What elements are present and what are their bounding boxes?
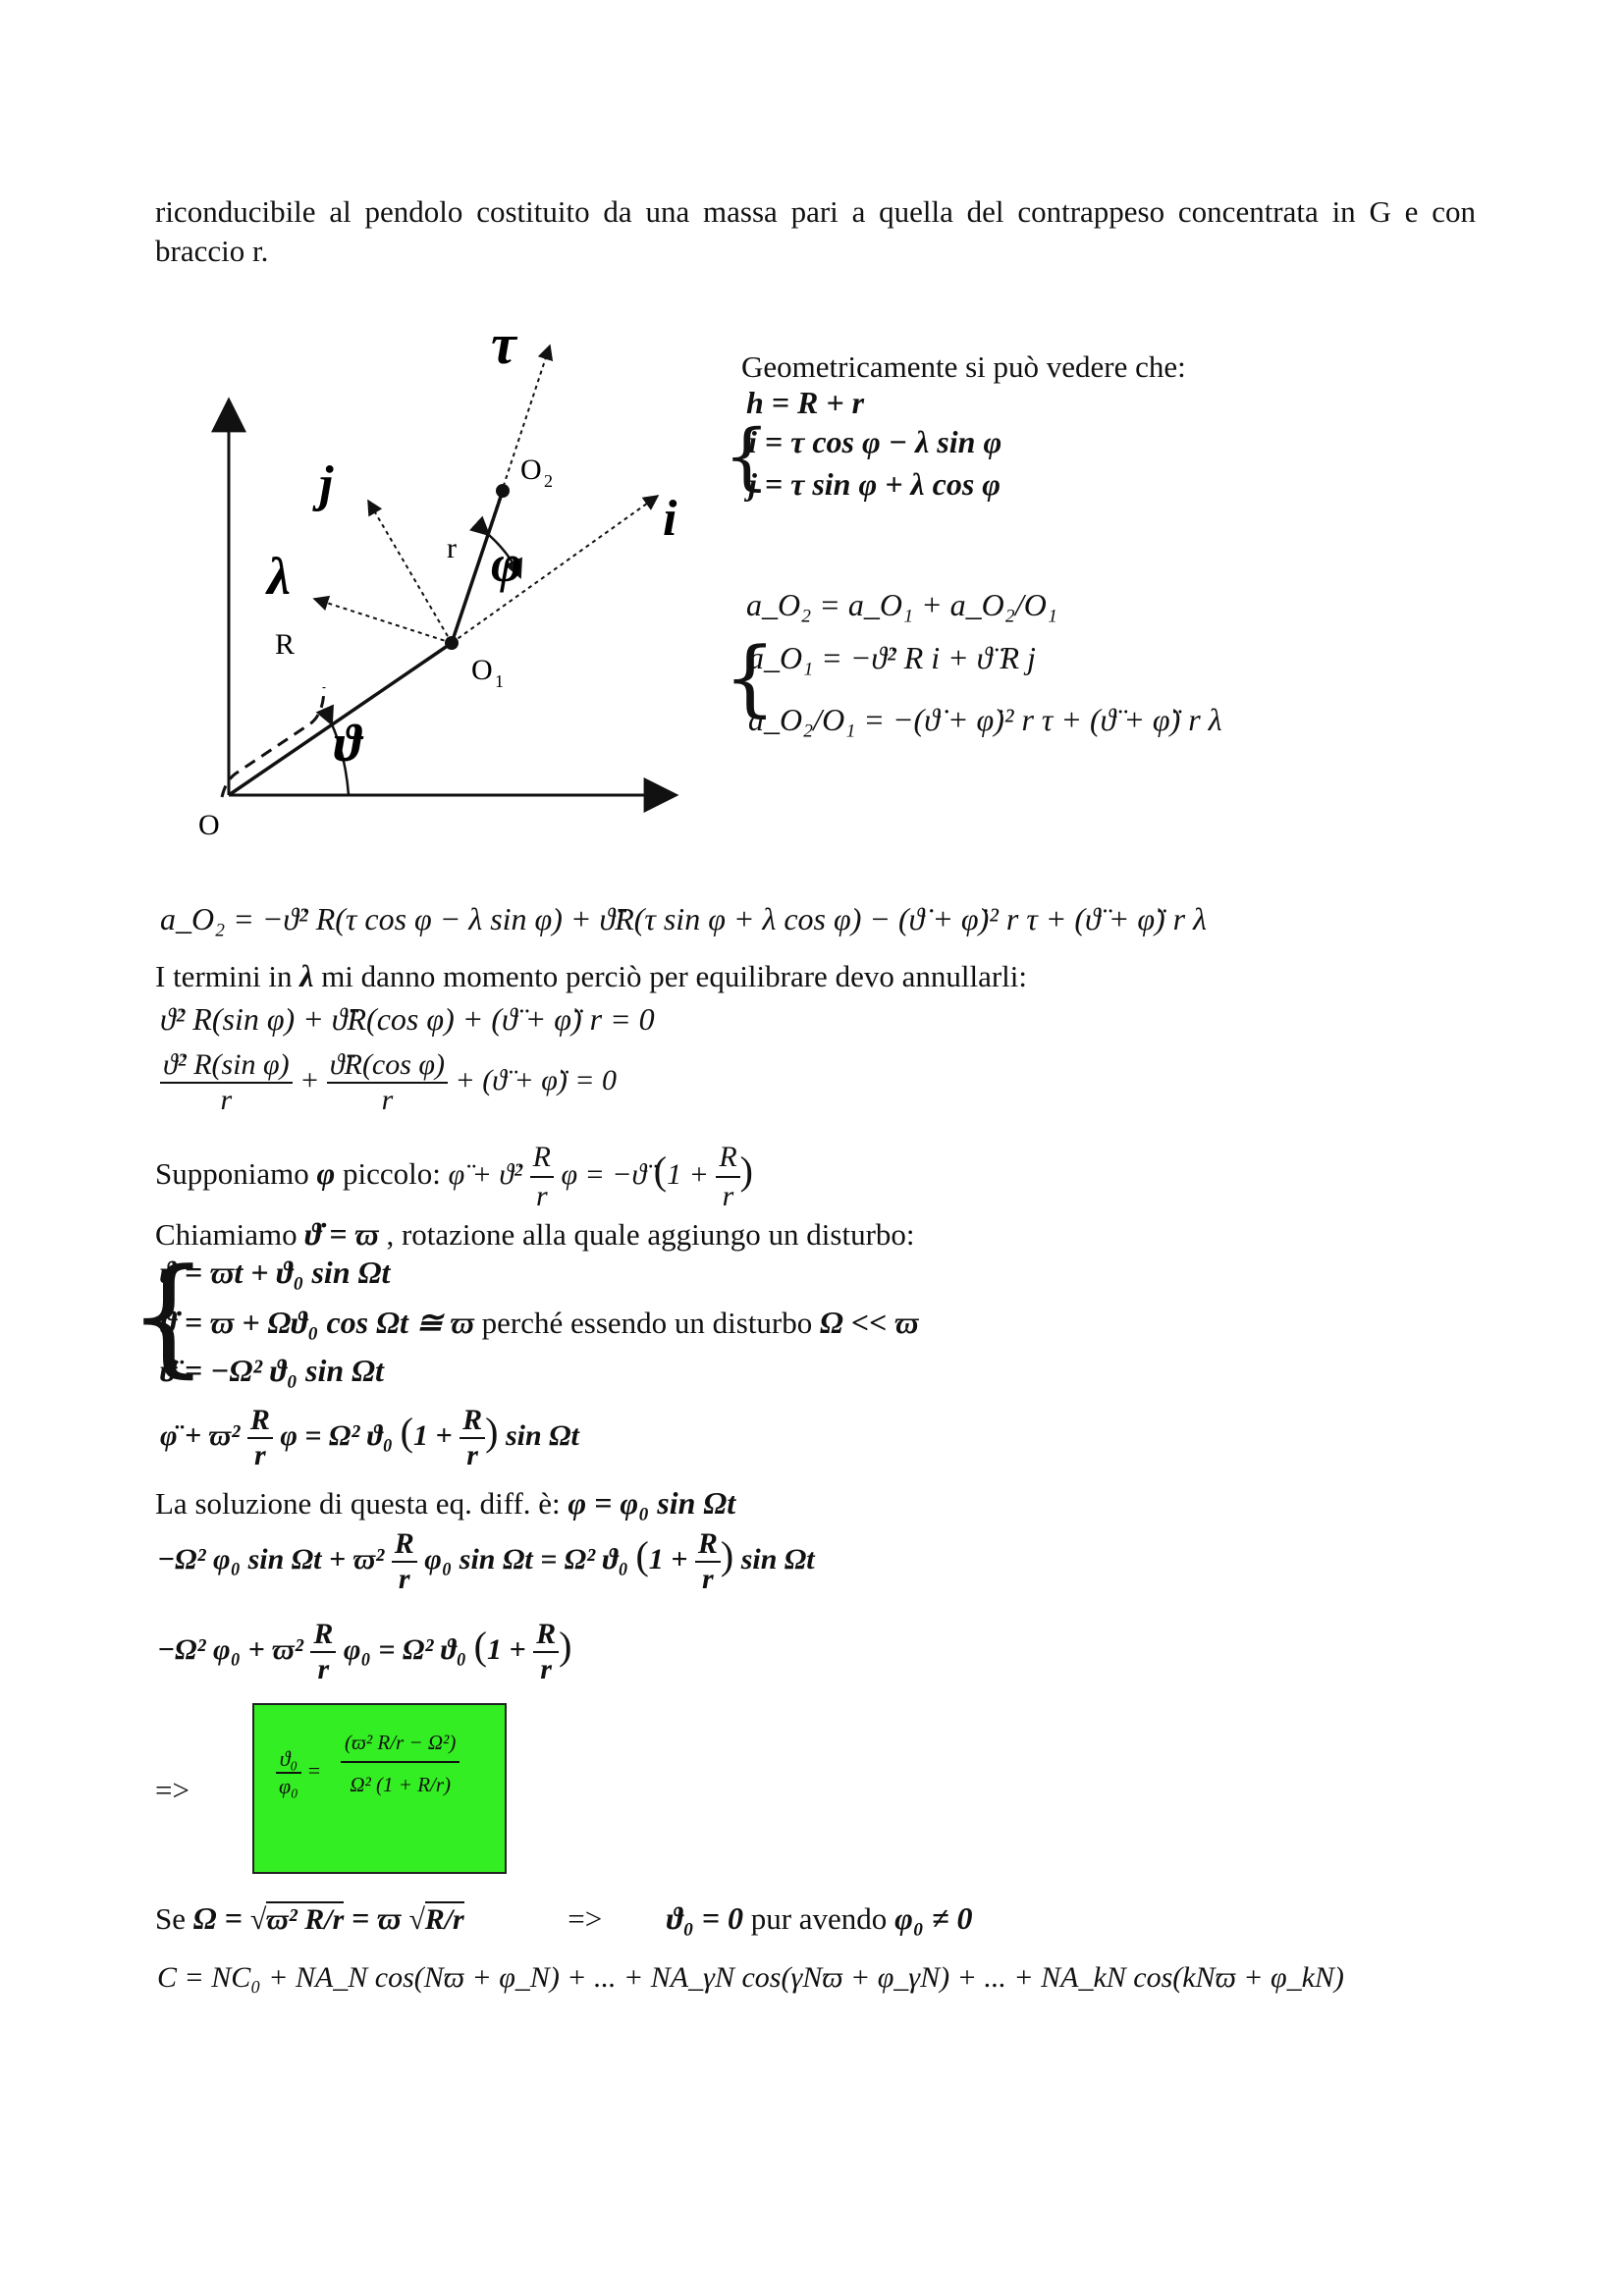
label-phi: φ [491, 534, 522, 593]
sub1-a: −Ω² φ₀ sin Ωt + ϖ² [157, 1542, 385, 1575]
brace-a: { [724, 629, 777, 725]
suppose-eq-a: φ̈ + ϑ̇² [448, 1157, 523, 1191]
label-theta: ϑ [334, 714, 362, 773]
box-num: (ϖ² R/r − Ω²) [341, 1725, 460, 1763]
brace-system: { [128, 1241, 209, 1390]
terms-sym: λ [299, 958, 314, 993]
suppose-mid: piccolo: [342, 1155, 441, 1191]
box-lhs: $\frac{\text{ϑ₀}}{\text{φ₀}}$ = [276, 1746, 321, 1799]
suppose-eq-b: φ = −ϑ̈ [561, 1157, 647, 1191]
frac-R: R [530, 1139, 554, 1178]
label-lambda: λ [267, 547, 291, 606]
one-plus: 1 + [412, 1418, 453, 1452]
frac-r: r [702, 1563, 714, 1595]
pendulum-diagram [187, 324, 697, 844]
intro-paragraph: riconducibile al pendolo costituito da una massa pari a quella del contrappeso concentrata in G e con braccio r. [155, 194, 1476, 268]
box-den: Ω² (1 + R/r) [350, 1773, 452, 1796]
suppose-pre: Supponiamo [155, 1155, 309, 1191]
eq-forced: φ̈ + ϖ² $\frac{R}{r}$ φ = Ω² ϑ₀ (1 + $\frac{R}{r}$ ) sin Ωt [160, 1404, 579, 1471]
eq-a-o1: a_O₁ = −ϑ̇² R i + ϑ̈ R j [748, 640, 1036, 675]
frac-R: R [460, 1404, 485, 1439]
sys-1: ϑ = ϖt + ϑ₀ sin Ωt [160, 1255, 391, 1290]
label-o2-sub: 2 [544, 471, 553, 491]
frac-r: r [722, 1180, 734, 1212]
eq-forced-b: φ = Ω² ϑ₀ [280, 1418, 394, 1452]
sub2-a: −Ω² φ₀ + ϖ² [157, 1632, 303, 1666]
call-post: , rotazione alla quale aggiungo un disturbo: [386, 1217, 915, 1252]
eq-a-o2o1: a_O₂/O₁ = −(ϑ̇ + φ̇)² r τ + (ϑ̈ + φ̈) r λ [748, 702, 1222, 737]
one-plus: 1 + [648, 1542, 688, 1575]
eq-forced-a: φ̈ + ϖ² [160, 1418, 241, 1452]
eq-balance-divided [160, 1048, 617, 1117]
sys-2: ϑ̇ = ϖ + Ωϑ₀ cos Ωt ≅ ϖ [160, 1305, 474, 1340]
sys-3: ϑ̈ = −Ω² ϑ₀ sin Ωt [160, 1353, 384, 1388]
label-o2: O [520, 454, 542, 486]
frac2-num: ϑ̈R(cos φ) [327, 1048, 448, 1084]
solution-eq: φ = φ₀ sin Ωt [568, 1485, 736, 1521]
label-o1: O [471, 654, 493, 686]
vector-lambda [314, 599, 452, 643]
sub2-b: φ₀ = Ω² ϑ₀ [343, 1632, 467, 1666]
eq-h: h = R + r [746, 385, 865, 420]
frac-R: R [695, 1527, 721, 1563]
sub1-c: sin Ωt [740, 1542, 815, 1575]
call-sym: ϑ̇ = ϖ [304, 1216, 379, 1252]
sys-2-line [160, 1304, 919, 1342]
se-eq: Ω = [192, 1900, 243, 1936]
se-arrow: => [568, 1901, 603, 1936]
sys-2-cond: Ω << ϖ [820, 1305, 919, 1340]
se-root1: ϖ² R/r [266, 1903, 345, 1936]
frac-R: R [310, 1618, 336, 1653]
call-line [155, 1215, 915, 1254]
se-eq2: = ϖ [352, 1900, 402, 1936]
solution-line [155, 1484, 735, 1522]
one-plus: 1 + [486, 1632, 526, 1666]
label-o: O [198, 809, 220, 841]
eq-balance: ϑ̇² R(sin φ) + ϑ̈R(cos φ) + (ϑ̈ + φ̈) r = 0 [160, 1001, 655, 1037]
frac-R: R [247, 1404, 273, 1439]
box-lhs-den: φ₀ [279, 1774, 298, 1798]
eq-a-main: a_O₂ = a_O₁ + a_O₂/O₁ [746, 587, 1058, 622]
frac-r: r [535, 1180, 548, 1212]
frac-r: r [466, 1439, 478, 1471]
frac1-num: ϑ̇² R(sin φ) [160, 1048, 293, 1084]
arrow-implies: => [155, 1773, 189, 1807]
box-rhs [341, 1725, 460, 1807]
frac-R: R [716, 1139, 739, 1178]
terms-post: mi danno momento perciò per equilibrare devo annullarli: [321, 959, 1027, 993]
label-i: i [663, 491, 677, 547]
se-pre: Se [155, 1901, 186, 1936]
suppose-sym: φ [316, 1154, 336, 1191]
eq-j: j = τ sin φ + λ cos φ [748, 466, 1001, 502]
se-result: ϑ₀ = 0 [666, 1900, 743, 1936]
result-highlight-box [252, 1703, 507, 1874]
one-plus: 1 + [667, 1157, 709, 1191]
label-R: R [275, 628, 296, 661]
eq-forced-c: sin Ωt [505, 1418, 579, 1452]
frac-R: R [533, 1618, 559, 1653]
call-pre: Chiamiamo [155, 1217, 298, 1252]
frac-r: r [398, 1563, 410, 1595]
condition-line: Se Ω = √ϖ² R/r = ϖ √R/r => ϑ₀ = 0 pur avendo φ₀ ≠ 0 [155, 1900, 973, 1936]
frac-r: r [317, 1653, 330, 1685]
label-tau: τ [491, 324, 516, 376]
eq-i: i = τ cos φ − λ sin φ [748, 424, 1002, 459]
box-lhs-num: ϑ₀ [276, 1746, 301, 1774]
frac-R: R [392, 1527, 417, 1563]
vector-j [368, 501, 452, 643]
frac-r: r [253, 1439, 266, 1471]
frac-r: r [540, 1653, 552, 1685]
eq-substitution-1: −Ω² φ₀ sin Ωt + ϖ² $\frac{R}{r}$ φ₀ sin Ωt = Ω² ϑ₀ (1 + $\frac{R}{r}$ ) sin Ωt [157, 1527, 815, 1595]
se-root2: R/r [424, 1903, 464, 1936]
label-j: j [319, 456, 334, 512]
geometry-heading: Geometricamente si può vedere che: [741, 349, 1186, 384]
eq-C: C = NC₀ + NA_N cos(Nϖ + φ_N) + ... + NA_γN cos(γNϖ + φ_γN) + ... + NA_kN cos(kNϖ + φ_kN) [157, 1961, 1344, 1994]
balance-rest: + (ϑ̈ + φ̈) = 0 [455, 1063, 618, 1096]
frac1-den: r [220, 1084, 233, 1116]
vector-i [452, 496, 658, 643]
sys-2-text: perché essendo un disturbo [481, 1306, 813, 1340]
eq-substitution-2: −Ω² φ₀ + ϖ² $\frac{R}{r}$ φ₀ = Ω² ϑ₀ (1 + $\frac{R}{r}$ ) [157, 1618, 572, 1685]
plus-sign: + [299, 1063, 320, 1096]
frac2-den: r [381, 1084, 394, 1116]
sub1-b: φ₀ sin Ωt = Ω² ϑ₀ [424, 1542, 628, 1575]
se-post: pur avendo [750, 1901, 888, 1936]
suppose-line: Supponiamo φ piccolo: φ̈ + ϑ̇² $\frac{R}{r}$ φ = −ϑ̈ (1 + $\frac{R}{r}$ ) [155, 1139, 753, 1215]
brace-ij: { [724, 414, 771, 499]
label-o1-sub: 1 [495, 671, 504, 691]
terms-pre: I termini in [155, 959, 293, 993]
solution-pre: La soluzione di questa eq. diff. è: [155, 1486, 561, 1521]
eq-full-acceleration: a_O₂ = −ϑ̇² R(τ cos φ − λ sin φ) + ϑ̈R(τ sin φ + λ cos φ) − (ϑ̇ + φ̇)² r τ + (ϑ̈ + φ̈) r λ [160, 901, 1207, 936]
terms-line [155, 957, 1027, 995]
se-cond: φ₀ ≠ 0 [894, 1900, 973, 1936]
label-r: r [447, 532, 457, 564]
